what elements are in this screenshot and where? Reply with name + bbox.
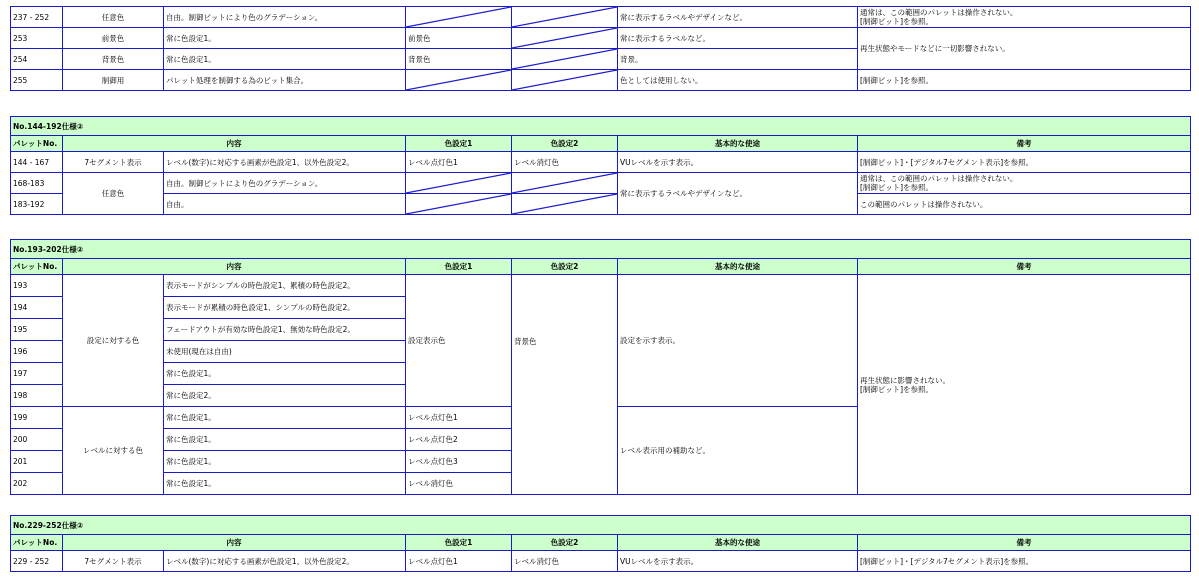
color1-cell: 前景色 — [406, 28, 512, 49]
palette-name-cell: 制御用 — [63, 70, 164, 91]
usage-cell: レベル表示用の補助など。 — [618, 407, 858, 495]
content-cell: 表示モードが累積の時色設定1、シンプルの時色設定2。 — [164, 297, 406, 319]
note-cell: 再生状態やモードなどに一切影響されない。 — [858, 28, 1191, 70]
palette-no-cell: 199 — [11, 407, 63, 429]
content-cell: 常に色設定2。 — [164, 385, 406, 407]
palette-no-cell: 237 - 252 — [11, 7, 63, 28]
note-cell: [制御ビット]を参照。 — [858, 70, 1191, 91]
palette-no-cell: 254 — [11, 49, 63, 70]
usage-cell: 色としては使用しない。 — [618, 70, 858, 91]
header-color1: 色設定1 — [406, 259, 512, 275]
content-cell: レベル(数字)に対応する画素が色設定1、以外色設定2。 — [164, 152, 406, 173]
content-cell: パレット処理を制御する為のビット集合。 — [164, 70, 406, 91]
content-cell: 自由。 — [164, 194, 406, 215]
color1-cell: レベル点灯色1 — [406, 551, 512, 572]
palette-no-cell: 253 — [11, 28, 63, 49]
usage-cell: 背景。 — [618, 49, 858, 70]
content-cell: 自由。制御ビットにより色のグラデーション。 — [164, 7, 406, 28]
content-cell: 常に色設定1。 — [164, 473, 406, 495]
color2-cell: レベル消灯色 — [512, 152, 618, 173]
empty-slash-cell — [512, 173, 618, 194]
usage-cell: 常に表示するラベルやデザインなど。 — [618, 173, 858, 215]
content-cell: 常に色設定1。 — [164, 451, 406, 473]
section-title-row — [11, 240, 1191, 259]
section-title-row — [11, 117, 1191, 136]
empty-slash-cell — [512, 28, 618, 49]
content-cell: 常に色設定1。 — [164, 363, 406, 385]
usage-cell: 常に表示するラベルなど。 — [618, 28, 858, 49]
palette-name-cell: 背景色 — [63, 49, 164, 70]
palette-no-cell: 202 — [11, 473, 63, 495]
header-usage: 基本的な使途 — [618, 136, 858, 152]
header-color2: 色設定2 — [512, 535, 618, 551]
header-palette-no: パレットNo. — [11, 136, 63, 152]
header-row — [11, 136, 1191, 152]
palette-no-cell: 198 — [11, 385, 63, 407]
palette-no-cell: 193 — [11, 275, 63, 297]
color1-cell: レベル点灯色1 — [406, 407, 512, 429]
header-usage: 基本的な使途 — [618, 259, 858, 275]
palette-no-cell: 183-192 — [11, 194, 63, 215]
section-title: No.144-192仕様② — [11, 117, 1191, 136]
palette-name-cell: 7セグメント表示 — [63, 152, 164, 173]
empty-slash-cell — [406, 173, 512, 194]
header-color1: 色設定1 — [406, 136, 512, 152]
palette-no-cell: 144 - 167 — [11, 152, 63, 173]
content-cell: 常に色設定1。 — [164, 429, 406, 451]
content-cell: 未使用(現在は自由) — [164, 341, 406, 363]
group-name-cell: 設定に対する色 — [63, 275, 164, 407]
empty-slash-cell — [406, 70, 512, 91]
table-row — [11, 70, 1191, 91]
header-content: 内容 — [63, 136, 406, 152]
header-palette-no: パレットNo. — [11, 535, 63, 551]
header-content: 内容 — [63, 535, 406, 551]
palette-name-cell: 任意色 — [63, 173, 164, 215]
palette-no-cell: 200 — [11, 429, 63, 451]
table-row — [11, 173, 1191, 194]
palette-no-cell: 255 — [11, 70, 63, 91]
palette-no-cell: 168-183 — [11, 173, 63, 194]
palette-name-cell: 前景色 — [63, 28, 164, 49]
header-note: 備考 — [858, 259, 1191, 275]
section-title-row — [11, 516, 1191, 535]
content-cell: レベル(数字)に対応する画素が色設定1、以外色設定2。 — [164, 551, 406, 572]
header-row — [11, 535, 1191, 551]
header-color1: 色設定1 — [406, 535, 512, 551]
note-cell: 通常は、この範囲のパレットは操作されない。 [制御ビット]を参照。 — [858, 173, 1191, 194]
group-name-cell: レベルに対する色 — [63, 407, 164, 495]
table-row — [11, 28, 1191, 49]
color1-cell: 設定表示色 — [406, 275, 512, 407]
empty-slash-cell — [512, 49, 618, 70]
color1-cell: レベル点灯色3 — [406, 451, 512, 473]
header-note: 備考 — [858, 136, 1191, 152]
palette-table-193-202 — [10, 239, 1191, 495]
header-palette-no: パレットNo. — [11, 259, 63, 275]
palette-no-cell: 197 — [11, 363, 63, 385]
content-cell: 常に色設定1。 — [164, 407, 406, 429]
color2-cell: レベル消灯色 — [512, 551, 618, 572]
header-color2: 色設定2 — [512, 259, 618, 275]
palette-no-cell: 196 — [11, 341, 63, 363]
note-cell: この範囲のパレットは操作されない。 — [858, 194, 1191, 215]
usage-cell: VUレベルを示す表示。 — [618, 152, 858, 173]
content-cell: 表示モードがシンプルの時色設定1、累積の時色設定2。 — [164, 275, 406, 297]
usage-cell: 設定を示す表示。 — [618, 275, 858, 407]
note-cell: 再生状態に影響されない。 [制御ビット]を参照。 — [858, 275, 1191, 495]
table-row — [11, 7, 1191, 28]
section-title: No.229-252仕様② — [11, 516, 1191, 535]
color1-cell: レベル点灯色1 — [406, 152, 512, 173]
color1-cell: レベル点灯色2 — [406, 429, 512, 451]
section-title: No.193-202仕様② — [11, 240, 1191, 259]
content-cell: 自由。制御ビットにより色のグラデーション。 — [164, 173, 406, 194]
header-row — [11, 259, 1191, 275]
note-cell: 通常は、この範囲のパレットは操作されない。 [制御ビット]を参照。 — [858, 7, 1191, 28]
usage-cell: 常に表示するラベルやデザインなど。 — [618, 7, 858, 28]
header-content: 内容 — [63, 259, 406, 275]
header-usage: 基本的な使途 — [618, 535, 858, 551]
palette-name-cell: 7セグメント表示 — [63, 551, 164, 572]
usage-cell: VUレベルを示す表示。 — [618, 551, 858, 572]
empty-slash-cell — [512, 70, 618, 91]
palette-no-cell: 195 — [11, 319, 63, 341]
palette-no-cell: 229 - 252 — [11, 551, 63, 572]
note-cell: [制御ビット]・[デジタル7セグメント表示]を参照。 — [858, 152, 1191, 173]
table-row — [11, 152, 1191, 173]
table-row — [11, 194, 1191, 215]
header-color2: 色設定2 — [512, 136, 618, 152]
content-cell: フェードアウトが有効な時色設定1、無効な時色設定2。 — [164, 319, 406, 341]
palette-no-cell: 201 — [11, 451, 63, 473]
palette-name-cell: 任意色 — [63, 7, 164, 28]
content-cell: 常に色設定1。 — [164, 28, 406, 49]
palette-table-229-252 — [10, 515, 1191, 572]
color1-cell: レベル消灯色 — [406, 473, 512, 495]
palette-no-cell: 194 — [11, 297, 63, 319]
color2-cell: 背景色 — [512, 275, 618, 495]
color1-cell: 背景色 — [406, 49, 512, 70]
table-row — [11, 551, 1191, 572]
empty-slash-cell — [406, 7, 512, 28]
note-cell: [制御ビット]・[デジタル7セグメント表示]を参照。 — [858, 551, 1191, 572]
header-note: 備考 — [858, 535, 1191, 551]
empty-slash-cell — [512, 7, 618, 28]
palette-table-237-255 — [10, 6, 1191, 91]
content-cell: 常に色設定1。 — [164, 49, 406, 70]
empty-slash-cell — [406, 194, 512, 215]
empty-slash-cell — [512, 194, 618, 215]
palette-table-144-192 — [10, 116, 1191, 215]
table-row — [11, 275, 1191, 297]
